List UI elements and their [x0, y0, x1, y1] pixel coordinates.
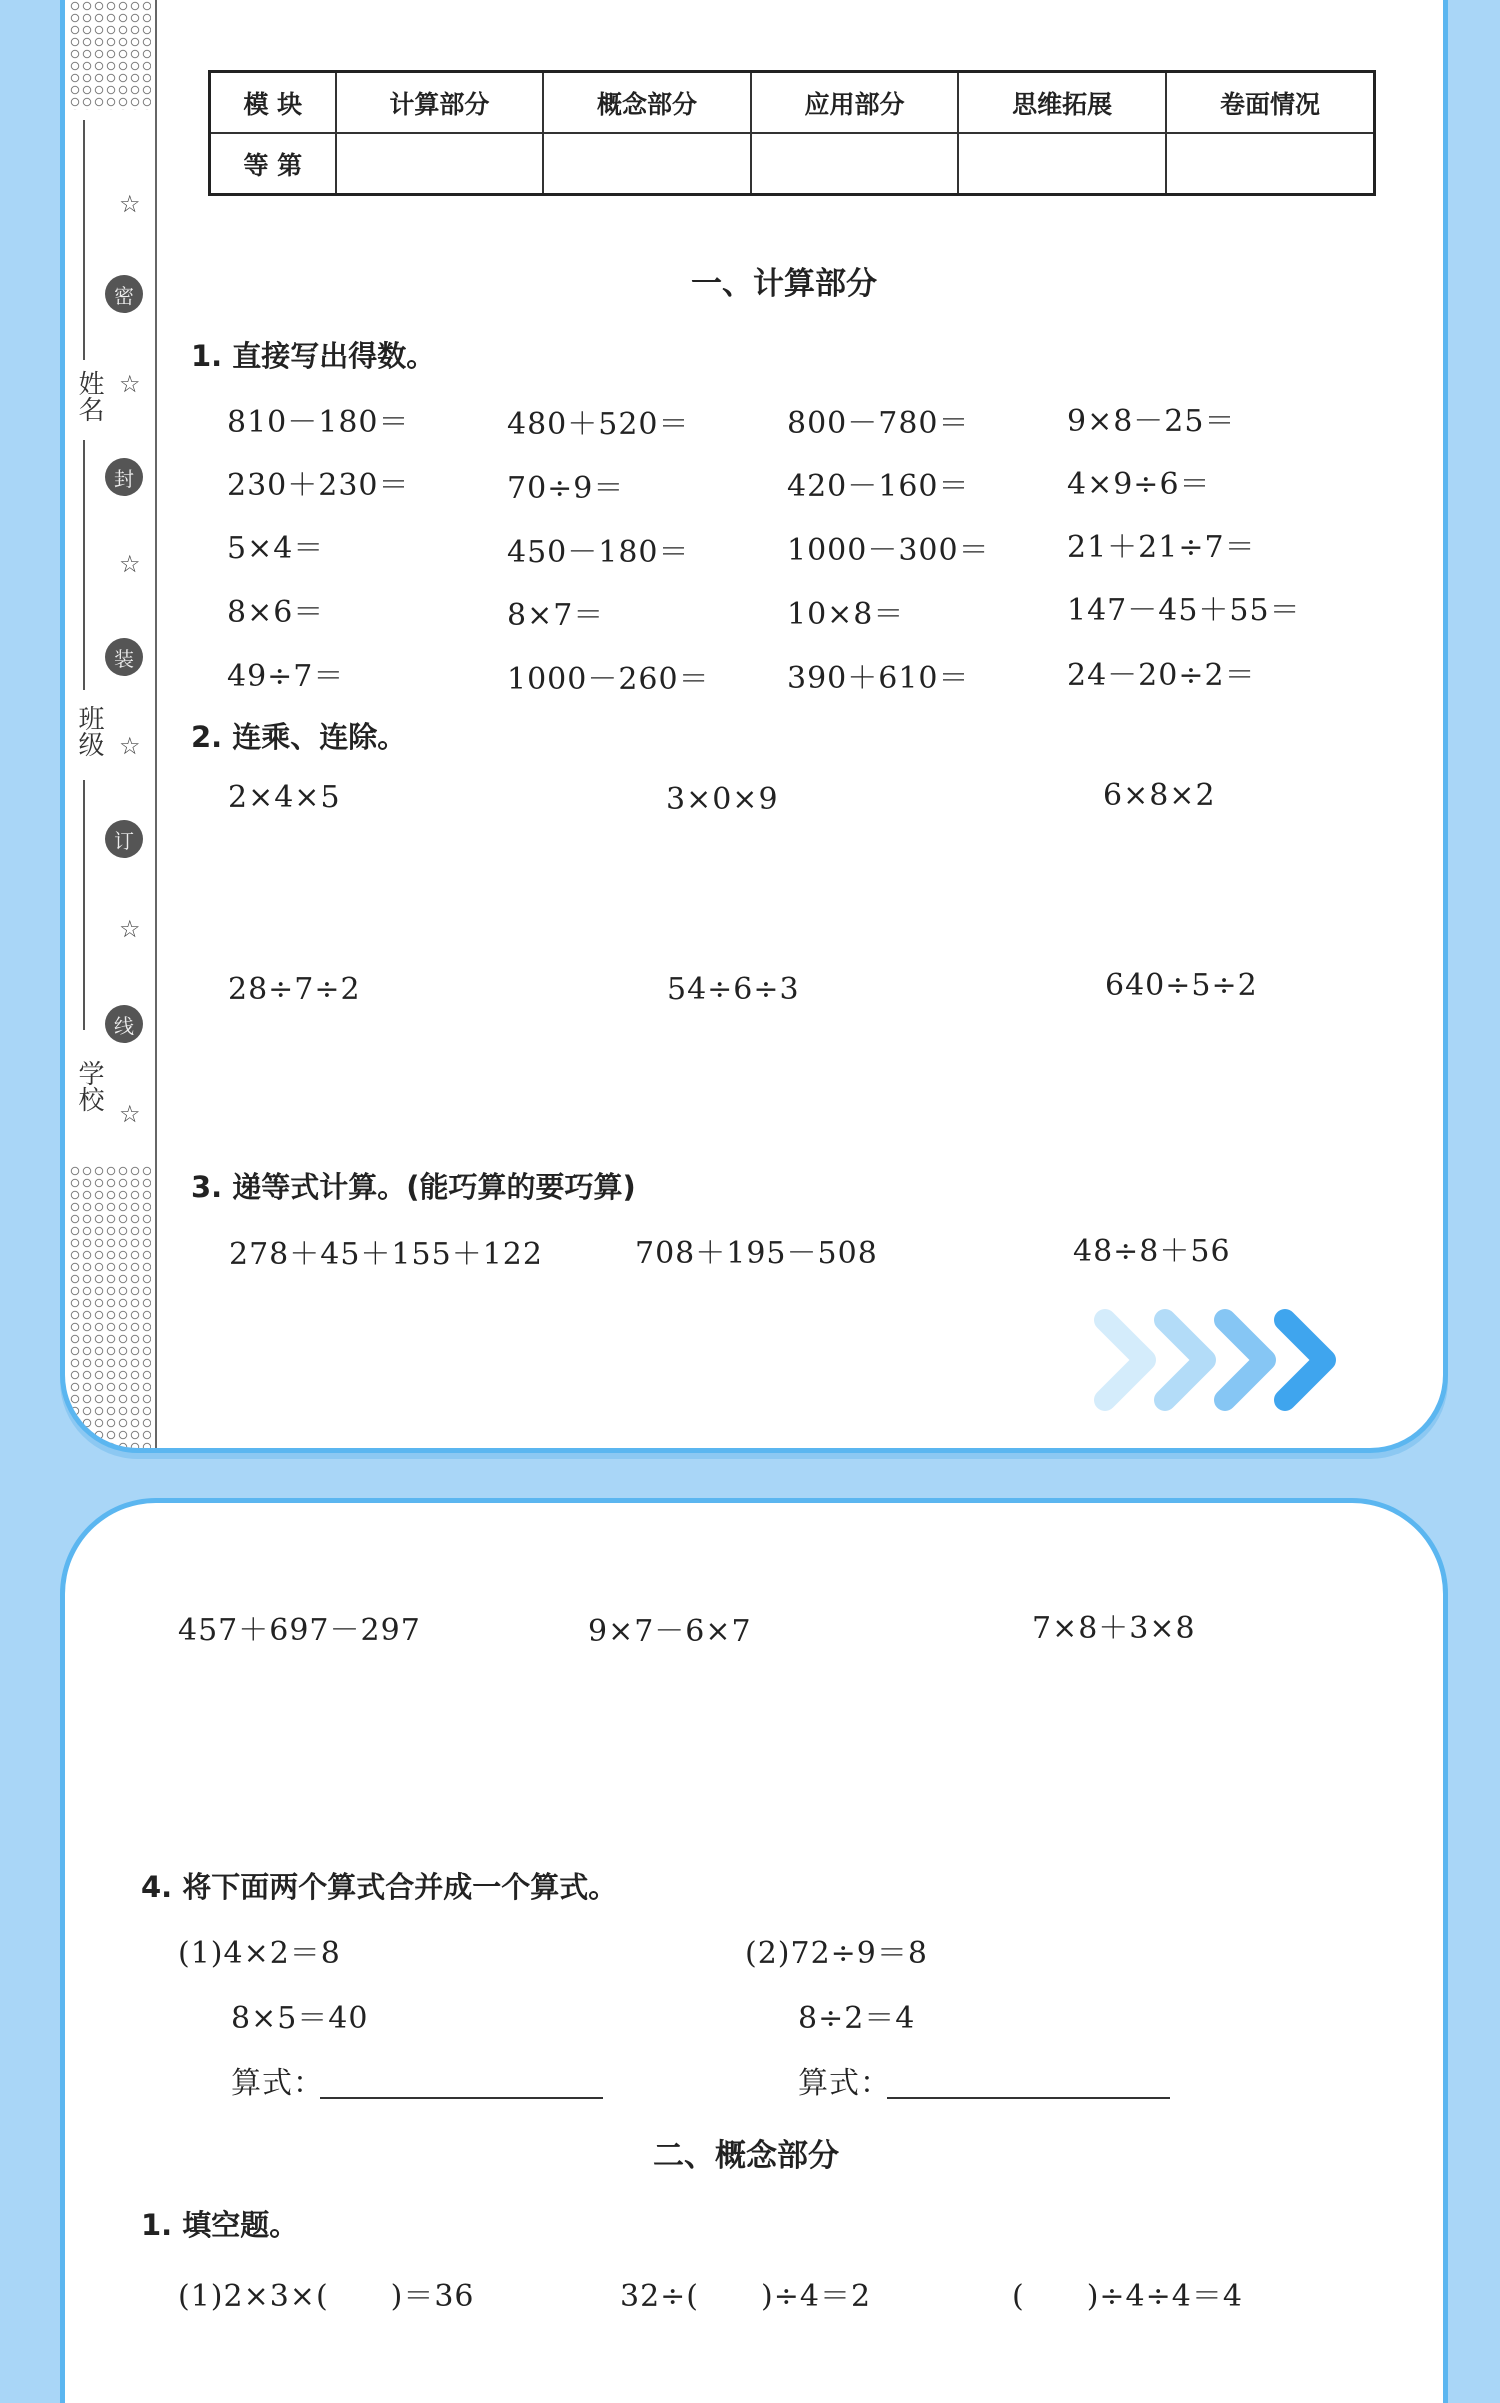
- fill-blank-item[interactable]: ( )÷4÷4＝4: [1012, 2279, 1243, 2314]
- math-item: 1000－260＝: [507, 662, 710, 697]
- math-item: 54÷6÷3: [667, 972, 800, 1007]
- table-header-cell: 应用部分: [751, 72, 959, 134]
- math-item: 21＋21÷7＝: [1067, 530, 1256, 565]
- math-item: 147－45＋55＝: [1067, 593, 1301, 628]
- math-item: 4×9÷6＝: [1067, 467, 1211, 502]
- math-item: 640÷5÷2: [1105, 968, 1258, 1003]
- school-label: 学校: [74, 1060, 104, 1112]
- seal-xian: 线: [105, 1005, 143, 1043]
- math-item: 390＋610＝: [787, 661, 970, 696]
- next-page-arrows-icon: [1085, 1305, 1345, 1415]
- math-item: 10×8＝: [787, 597, 905, 632]
- math-item: (1)4×2＝8: [178, 1936, 341, 1971]
- question-title: 1. 直接写出得数。: [191, 339, 436, 373]
- margin-line: [83, 440, 85, 690]
- binding-margin: [65, 0, 157, 1448]
- row-label-cell: 等 第: [210, 133, 336, 195]
- math-item: 9×8－25＝: [1067, 404, 1236, 439]
- decorative-pattern: [69, 1165, 151, 1448]
- score-table-row: [210, 133, 1375, 195]
- math-item: 800－780＝: [787, 406, 970, 441]
- math-item: 480＋520＝: [507, 407, 690, 442]
- score-cell[interactable]: [336, 133, 544, 195]
- decorative-pattern: [69, 0, 151, 110]
- fill-blank-item[interactable]: (1)2×3×( )＝36: [178, 2279, 475, 2314]
- math-item: 9×7－6×7: [588, 1614, 752, 1649]
- math-item: 708＋195－508: [635, 1236, 878, 1271]
- star-icon: ☆: [119, 915, 141, 943]
- star-icon: ☆: [119, 190, 141, 218]
- math-item: 70÷9＝: [507, 471, 625, 506]
- formula-answer-line[interactable]: [320, 2095, 603, 2099]
- math-item: 24－20÷2＝: [1067, 658, 1256, 693]
- score-cell[interactable]: [751, 133, 959, 195]
- star-icon: ☆: [119, 1100, 141, 1128]
- formula-label: 算式：: [231, 2066, 324, 2101]
- worksheet-page-2: [60, 1498, 1448, 2403]
- table-header-cell: 概念部分: [543, 72, 751, 134]
- margin-line: [83, 120, 85, 360]
- math-item: 6×8×2: [1103, 778, 1216, 813]
- math-item: 8×5＝40: [231, 2001, 369, 2036]
- formula-label: 算式：: [798, 2066, 891, 2101]
- math-item: 810－180＝: [227, 405, 410, 440]
- math-item: 230＋230＝: [227, 468, 410, 503]
- score-table-header: [210, 72, 1375, 134]
- math-item: 8×6＝: [227, 595, 325, 630]
- math-item: 5×4＝: [227, 531, 325, 566]
- math-item: 8×7＝: [507, 598, 605, 633]
- class-label: 班级: [74, 705, 104, 757]
- table-header-cell: 计算部分: [336, 72, 544, 134]
- math-item: 2×4×5: [228, 780, 341, 815]
- seal-ding: 订: [105, 820, 143, 858]
- section-title: 二、概念部分: [653, 2138, 839, 2174]
- math-item: (2)72÷9＝8: [745, 1936, 928, 1971]
- star-icon: ☆: [119, 732, 141, 760]
- math-item: 278＋45＋155＋122: [229, 1237, 543, 1272]
- score-cell[interactable]: [1166, 133, 1375, 195]
- seal-zhuang: 装: [105, 638, 143, 676]
- question-title: 1. 填空题。: [141, 2208, 299, 2242]
- math-item: 450－180＝: [507, 535, 690, 570]
- score-cell[interactable]: [543, 133, 751, 195]
- star-icon: ☆: [119, 550, 141, 578]
- seal-mi: 密: [105, 275, 143, 313]
- worksheet-page-1: [60, 0, 1448, 1453]
- math-item: 48÷8＋56: [1073, 1234, 1231, 1269]
- math-item: 28÷7÷2: [228, 972, 361, 1007]
- fill-blank-item[interactable]: 32÷( )÷4＝2: [620, 2279, 872, 2314]
- margin-line: [83, 780, 85, 1030]
- question-title: 2. 连乘、连除。: [191, 720, 407, 754]
- math-item: 420－160＝: [787, 469, 970, 504]
- math-item: 7×8＋3×8: [1032, 1611, 1196, 1646]
- question-title: 3. 递等式计算。(能巧算的要巧算): [191, 1170, 636, 1204]
- table-header-cell: 思维拓展: [958, 72, 1166, 134]
- table-header-cell: 模 块: [210, 72, 336, 134]
- formula-answer-line[interactable]: [887, 2095, 1170, 2099]
- star-icon: ☆: [119, 370, 141, 398]
- math-item: 49÷7＝: [227, 659, 345, 694]
- score-table: [208, 70, 1376, 196]
- score-cell[interactable]: [958, 133, 1166, 195]
- math-item: 3×0×9: [666, 782, 779, 817]
- question-title: 4. 将下面两个算式合并成一个算式。: [141, 1870, 618, 1904]
- math-item: 8÷2＝4: [798, 2001, 916, 2036]
- math-item: 457＋697－297: [178, 1613, 421, 1648]
- section-title: 一、计算部分: [691, 266, 877, 302]
- table-header-cell: 卷面情况: [1166, 72, 1375, 134]
- seal-feng: 封: [105, 458, 143, 496]
- math-item: 1000－300＝: [787, 533, 990, 568]
- name-label: 姓名: [74, 370, 104, 422]
